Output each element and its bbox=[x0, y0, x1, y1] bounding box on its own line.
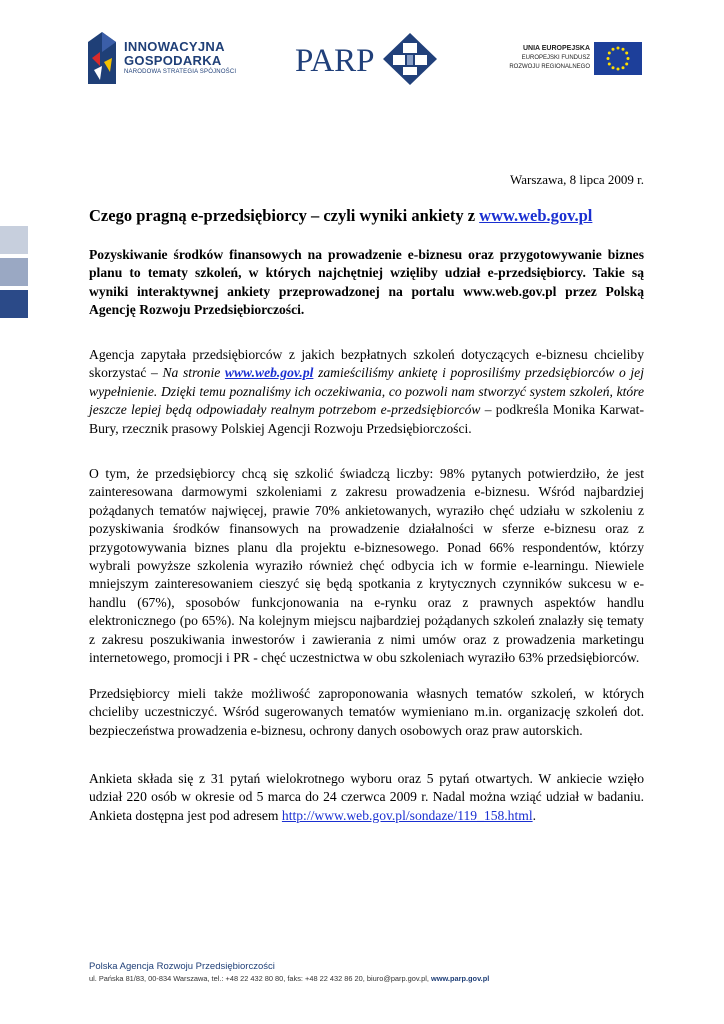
footer bbox=[89, 960, 489, 984]
lead-paragraph: Pozyskiwanie środków finansowych na prowadzenie e-biznesu oraz przygotowywanie biznes planu to tematy szkoleń, w których najchętniej wzięliby udział e-przedsiębiorcy. Takie są wyniki interaktywnej ankiety przeprowadzonej na portalu www.web.gov.pl przez Polską Agencję Rozwoju Przedsiębiorczości. bbox=[89, 247, 644, 318]
document-date: Warszawa, 8 lipca 2009 r. bbox=[510, 172, 644, 187]
paragraph-2: O tym, że przedsiębiorcy chcą się szkolić świadczą liczby: 98% pytanych potwierdziło, że jest zainteresowana darmowymi szkoleniami z zakresu prowadzenia e-biznesu. Wśród najbardziej pożądanych tematów najwięcej, prawie 70% ankietowanych, wyraziło chęć udziału w szkoleniu z pozyskiwania środków finansowych na prowadzenie działalności w sferze e-biznesu oraz z przygotowywania biznes planu dla projektu e-biznesowego. Ponad 66% respondentów, którzy wybrali powyższe szkolenia wyraziło również chęć odbycia ich w formie e-learningu. Niewiele mniejszym zainteresowaniem cieszyć się będą spotkania z krytycznych czynników sukcesu w e-handlu (67%), sposobów funkcjonowania na e-rynku oraz z prawnych aspektów handlu elektronicznego (po 65%). Na kolejnym miejscu najbardziej pożądanych szkoleń znalazły się tematy z zakresu poszukiwania inwestorów i zawierania z nimi umów oraz z prowadzenia marketingu internetowego, promocji i PR - chęć uczestnictwa w obu szkoleniach wyraziło 63% przedsiębiorców. bbox=[89, 466, 644, 666]
p1-attribution: – podkreśla Monika Karwat-Bury, rzecznik prasowy Polskiej Agencji Rozwoju Przedsiębiorczości. bbox=[89, 402, 644, 436]
p4-end: . bbox=[532, 807, 537, 823]
eu-logo bbox=[490, 42, 650, 78]
footer-org-name: Polska Agencja Rozwoju Przedsiębiorczości bbox=[89, 961, 275, 972]
eu-logo-line3: ROZWOJU REGIONALNEGO bbox=[509, 64, 590, 70]
title-link[interactable]: www.web.gov.pl bbox=[479, 206, 593, 225]
title-text: Czego pragną e-przedsiębiorcy – czyli wyniki ankiety z bbox=[89, 206, 480, 225]
p1-quote-start: Na stronie bbox=[162, 365, 225, 381]
eu-logo-line1: UNIA EUROPEJSKA bbox=[522, 45, 590, 52]
innowacyjna-gospodarka-mark-icon bbox=[88, 32, 116, 84]
footer-address bbox=[89, 973, 489, 984]
parp-mark-icon bbox=[383, 33, 437, 85]
ig-logo-line3: NARODOWA STRATEGIA SPÓJNOŚCI bbox=[124, 69, 237, 75]
ig-logo-line2: GOSPODARKA bbox=[124, 53, 222, 68]
survey-link[interactable]: http://www.web.gov.pl/sondaze/119_158.html bbox=[281, 807, 533, 823]
parp-logo bbox=[295, 33, 440, 85]
document-title bbox=[89, 206, 649, 226]
footer-address-text: ul. Pańska 81/83, 00-834 Warszawa, tel.: +48 22 432 80 80, faks: +48 22 432 86 20, biuro@parp.gov.pl, bbox=[89, 974, 431, 983]
decor-square-light bbox=[0, 226, 28, 254]
footer-website-link[interactable]: www.parp.gov.pl bbox=[430, 974, 490, 983]
paragraph-3: Przedsiębiorcy mieli także możliwość zaproponowania własnych tematów szkoleń, w których chcieliby uczestniczyć. Wśród sugerowanych tematów wymieniano m.in. organizację szkoleń dot. bezpieczeństwa prowadzenia e-biznesu, ochrony danych osobowych oraz praw autorskich. bbox=[89, 686, 644, 738]
paragraph-4 bbox=[89, 770, 644, 825]
eu-flag-icon bbox=[594, 42, 642, 75]
parp-logo-text: PARP bbox=[295, 43, 375, 79]
decor-square-mid bbox=[0, 258, 28, 286]
p4-text: Ankieta składa się z 31 pytań wielokrotnego wyboru oraz 5 pytań otwartych. W ankiecie wzięło udział 220 osób w okresie od 5 marca do 24 czerwca 2009 r. Nadal można wziąć udział w badaniu. Ankieta dostępna jest pod adresem bbox=[89, 771, 644, 823]
p1-link[interactable]: www.web.gov.pl bbox=[224, 365, 314, 381]
p1-quote: zamieściliśmy ankietę i poprosiliśmy przedsiębiorców o jej wypełnienie. Dzięki temu poznaliśmy ich oczekiwania, co pozwoli nam stworzyć system szkoleń, które jeszcze lepiej będą odpowiadały realnym potrzebom e-przedsiębiorców bbox=[89, 365, 644, 418]
ig-logo-line1: INNOWACYJNA bbox=[124, 39, 225, 54]
p1-intro: Agencja zapytała przedsiębiorców z jakich bezpłatnych szkoleń dotyczących e-biznesu chcieliby skorzystać – bbox=[89, 347, 644, 381]
paragraph-1 bbox=[89, 346, 644, 438]
eu-logo-line2: EUROPEJSKI FUNDUSZ bbox=[521, 55, 590, 61]
innowacyjna-gospodarka-logo bbox=[88, 32, 248, 88]
decor-square-dark bbox=[0, 290, 28, 318]
